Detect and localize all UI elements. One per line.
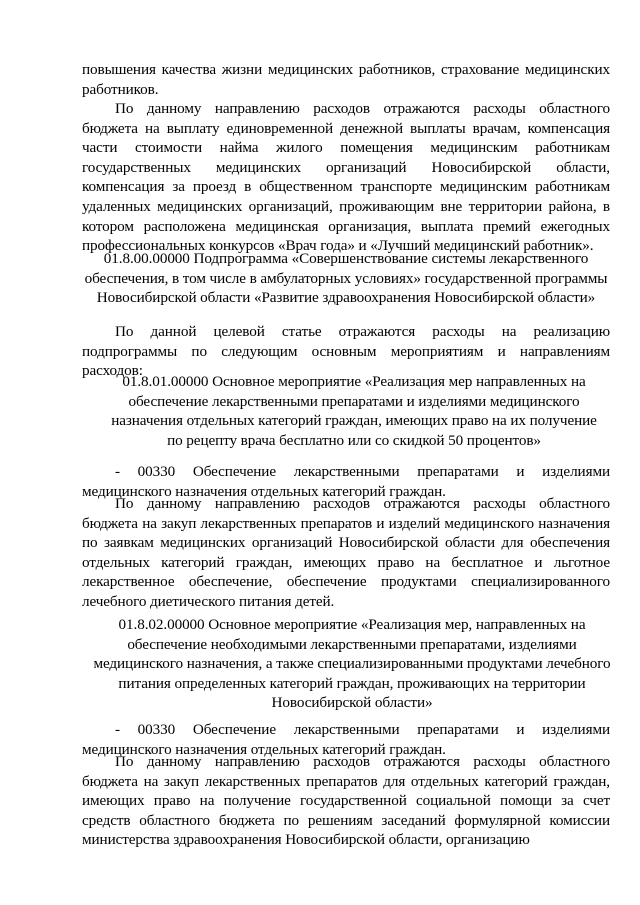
paragraph-expenses-doctors: По данному направлению расходов отражаются расходы областного бюджета на выплату единовременной денежной выплаты врачам, компенсация части стоимости найма жилого помещения медицинским работникам государственных медицинских организаций Новосибирской области, компенсация за проезд в общественном транспорте медицинским работникам удаленных медицинских организаций, проживающим вне территории района, в котором расположена медицинская организация, выплата премий ежегодных профессиональных конкурсов «Врач года» и «Лучший медицинский работник». <box>82 100 610 255</box>
paragraph-code-00330-b: - 00330 Обеспечение лекарственными препаратами и изделиями медицинского назначения отдельных категорий граждан. <box>82 721 610 758</box>
paragraph-procurement-a: По данному направлению расходов отражаются расходы областного бюджета на закуп лекарственных препаратов и изделий медицинского назначения по заявкам медицинских организаций Новосибирской области для обеспечения отдельных категорий граждан, имеющих право на бесплатное и льготное лекарственное обеспечение, обеспечение продуктами специализированного лечебного диетического питания детей. <box>82 495 610 610</box>
heading-subprogram-01-8: 01.8.00.00000 Подпрограмма «Совершенствование системы лекарственного обеспечения, в том числе в амбулаторных условиях» государственной программы Новосибирской области «Развитие здравоохранения Новосибирской области» <box>84 250 608 307</box>
heading-main-measure-01-8-01: 01.8.01.00000 Основное мероприятие «Реализация мер направленных на обеспечение лекарственными препаратами и изделиями медицинского назначения отдельных категорий граждан, имеющих право на их получение по рецепту врача бесплатно или со скидкой 50 процентов» <box>111 373 597 449</box>
paragraph-continuation: повышения качества жизни медицинских работников, страхование медицинских работников. <box>82 61 610 98</box>
paragraph-target-article: По данной целевой статье отражаются расходы на реализацию подпрограммы по следующим основным мероприятиям и направлениям расходов: <box>82 323 610 380</box>
heading-main-measure-01-8-02: 01.8.02.00000 Основное мероприятие «Реализация мер, направленных на обеспечение необходимыми лекарственными препаратами, изделиями медицинского назначения, а также специализированными продуктами лечебного питания определенных категорий граждан, проживающих на территории Новосибирской области» <box>93 616 611 712</box>
paragraph-procurement-b: По данному направлению расходов отражаются расходы областного бюджета на закуп лекарственных препаратов для отдельных категорий граждан, имеющих право на получение государственной социальной помощи за счет средств областного бюджета по решениям заседаний формулярной комиссии министерства здравоохранения Новосибирской области, организацию <box>82 753 610 849</box>
paragraph-code-00330-a: - 00330 Обеспечение лекарственными препаратами и изделиями медицинского назначения отдельных категорий граждан. <box>82 463 610 500</box>
